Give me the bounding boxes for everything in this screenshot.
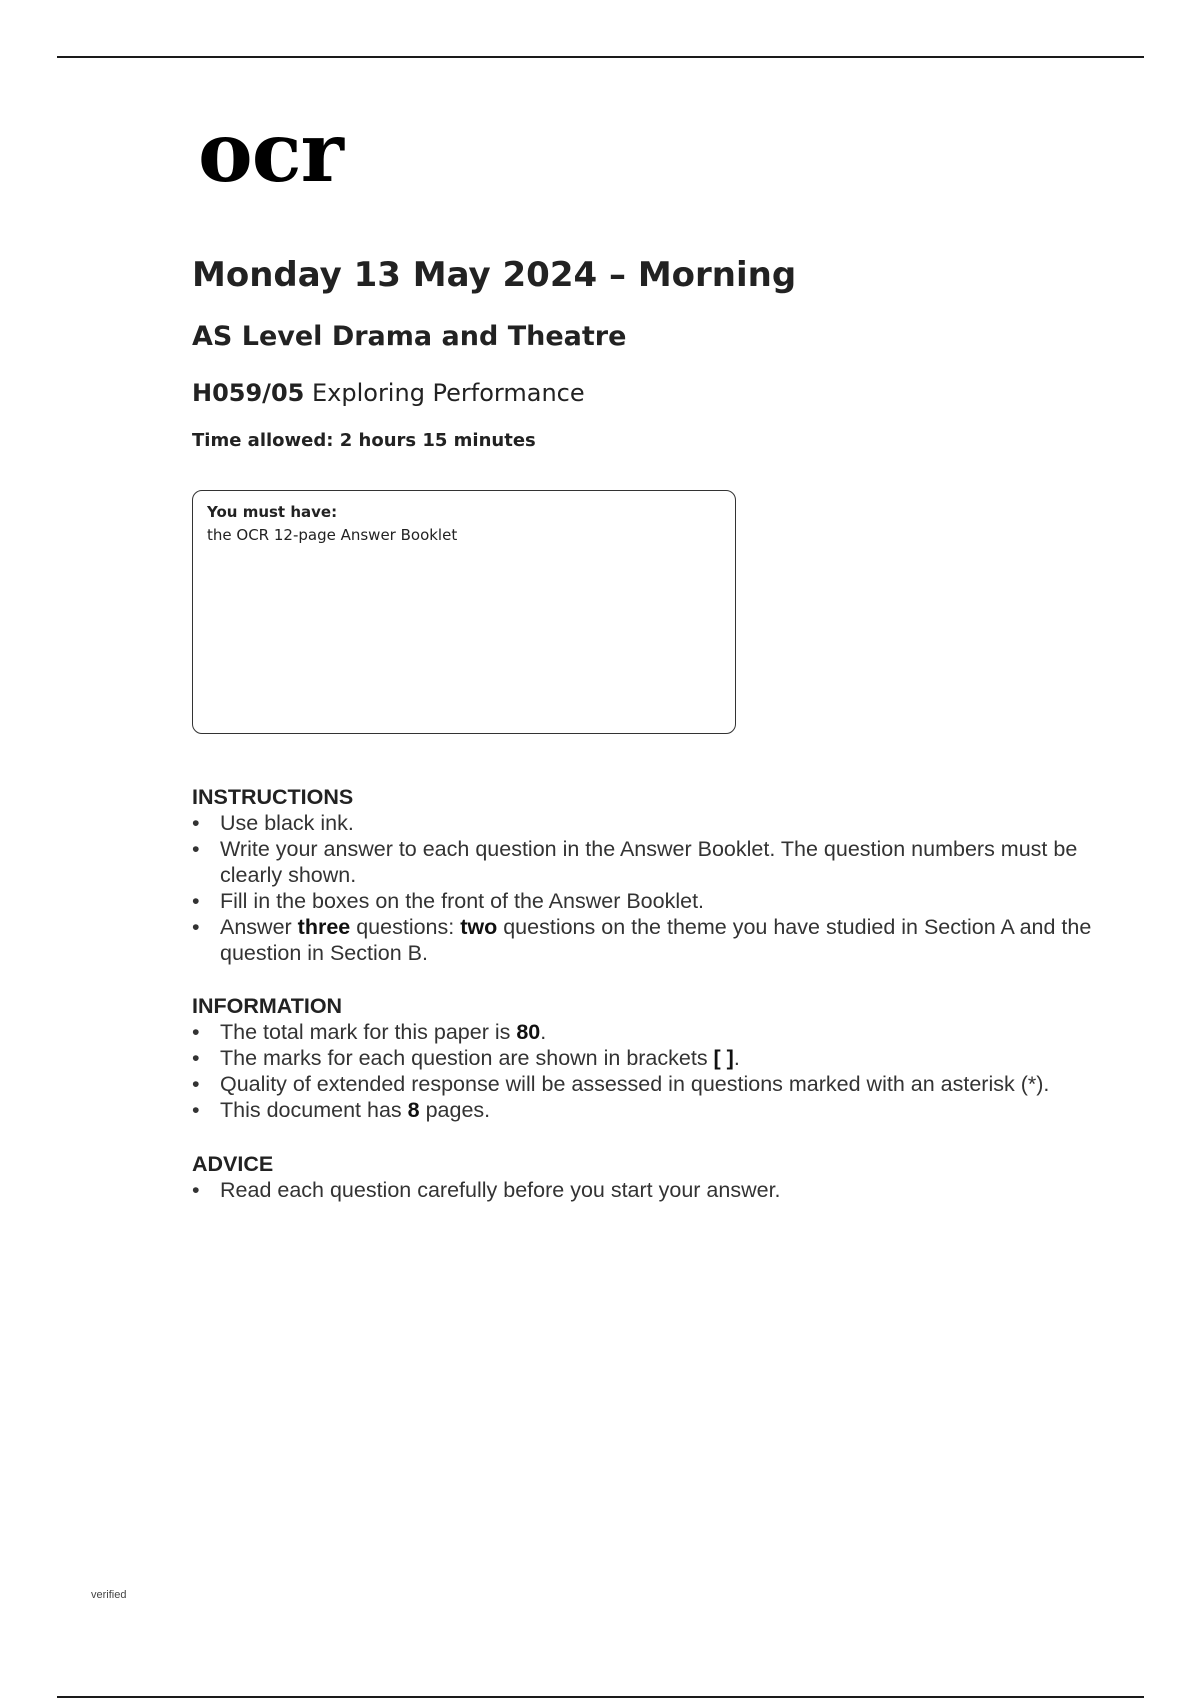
emphasis-text: three — [297, 915, 351, 939]
bullet-icon: • — [192, 837, 200, 861]
bottom-rule — [57, 1696, 1144, 1698]
bullet-icon: • — [192, 1020, 200, 1044]
bullet-icon: • — [192, 1072, 200, 1096]
bullet-icon: • — [192, 915, 200, 939]
bullet-icon: • — [192, 1046, 200, 1070]
information-section — [192, 993, 1092, 1123]
item-text: Answer — [220, 915, 298, 939]
bullet-icon: • — [192, 889, 200, 913]
verified-label: verified — [91, 1589, 127, 1601]
list-item — [192, 888, 1092, 914]
advice-section — [192, 1151, 1092, 1203]
list-item — [192, 1177, 1092, 1203]
exam-date-title: Monday 13 May 2024 – Morning — [192, 255, 797, 295]
paper-heading — [192, 379, 585, 407]
must-have-box — [192, 490, 736, 734]
item-text: Read each question carefully before you start your answer. — [220, 1178, 781, 1202]
paper-code: H059/05 — [192, 379, 305, 407]
item-text: This document has — [220, 1098, 408, 1122]
list-item — [192, 810, 1092, 836]
list-item — [192, 1019, 1092, 1045]
paper-title: Exploring Performance — [304, 379, 585, 407]
list-item — [192, 836, 1092, 888]
must-have-heading: You must have: — [207, 503, 338, 521]
subject-title: AS Level Drama and Theatre — [192, 321, 627, 352]
list-item — [192, 1071, 1092, 1097]
ocr-logo: ocr — [198, 105, 343, 201]
item-text: Fill in the boxes on the front of the Answer Booklet. — [220, 889, 705, 913]
instructions-section — [192, 784, 1092, 966]
must-have-item: the OCR 12-page Answer Booklet — [207, 526, 458, 544]
advice-heading: ADVICE — [192, 1152, 274, 1176]
item-text: . — [733, 1046, 740, 1070]
list-item — [192, 1097, 1092, 1123]
emphasis-text: 8 — [407, 1098, 420, 1122]
item-text: The marks for each question are shown in brackets — [220, 1046, 714, 1070]
information-list — [192, 1019, 1092, 1123]
emphasis-text: 80 — [516, 1020, 541, 1044]
item-text: questions: — [350, 915, 461, 939]
bullet-icon: • — [192, 1178, 200, 1202]
list-item — [192, 914, 1092, 966]
information-heading: INFORMATION — [192, 994, 343, 1018]
item-text: . — [540, 1020, 547, 1044]
bullet-icon: • — [192, 1098, 200, 1122]
item-text: Write your answer to each question in the Answer Booklet. The question numbers must be clearly shown. — [220, 837, 1078, 887]
time-allowed: Time allowed: 2 hours 15 minutes — [192, 430, 536, 451]
item-text: Quality of extended response will be assessed in questions marked with an asterisk (*). — [220, 1072, 1050, 1096]
item-text: The total mark for this paper is — [220, 1020, 517, 1044]
item-text: questions on the theme you have studied in Section A and the question in Section B. — [220, 915, 1092, 965]
bullet-icon: • — [192, 811, 200, 835]
list-item — [192, 1045, 1092, 1071]
item-text: pages. — [419, 1098, 491, 1122]
instructions-list — [192, 810, 1092, 966]
top-rule — [57, 56, 1144, 58]
item-text: Use black ink. — [220, 811, 354, 835]
emphasis-text: two — [460, 915, 498, 939]
instructions-heading: INSTRUCTIONS — [192, 785, 354, 809]
emphasis-text: [ ] — [713, 1046, 734, 1070]
advice-list — [192, 1177, 1092, 1203]
